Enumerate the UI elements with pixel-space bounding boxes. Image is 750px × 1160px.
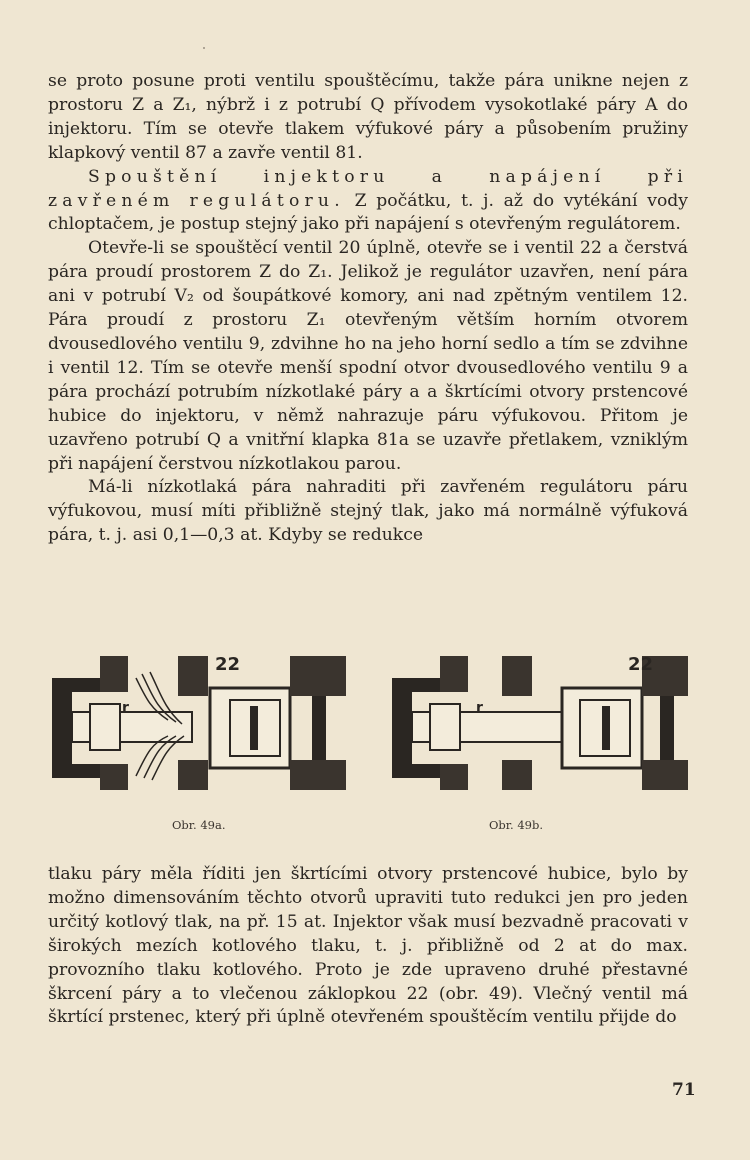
paragraph-3: Otevře-li se spouštěcí ventil 20 úplně, otevře se i ventil 22 a čerstvá pára proudí prostorem Z do Z₁. Jelikož je regulátor uzavřen, není pára ani v potrubí V₂ od šoupátkové komory, ani nad zpětným ventilem 12. Pára proudí z prostoru Z₁ otevřeným větším horním otvorem dvousedlového ventilu 9, zdvihne ho na jeho horní sedlo a tím se zdvihne i ventil 12. Tím se otevře menší spodní otvor dvousedlového ventilu 9 a pára prochází potrubím nízkotlaké páry a a škrtícími otvory prstencové hubice do injektoru, v němž nahrazuje páru výfukovou. Přitom je uzavřeno potrubí Q a vnitřní klapka 81a se uzavře přetlakem, vzniklým při napájení čerstvou nízkotlakou parou. xyxy=(48,238,688,474)
figure-49a-label-22: 22 xyxy=(215,654,241,675)
figure-49b-label-22: 22 xyxy=(628,654,654,675)
text-block-top xyxy=(48,70,688,548)
paper-speck xyxy=(203,47,205,49)
figure-49b-label-r: r xyxy=(476,700,483,716)
figure-49a-drawing xyxy=(52,654,352,794)
figure-49a-caption: Obr. 49a. xyxy=(172,818,226,832)
paragraph-2 xyxy=(48,166,688,238)
figure-49 xyxy=(50,648,700,828)
paragraph-4: Má-li nízkotlaká pára nahraditi při zavřeném regulátoru páru výfukovou, musí míti přibližně stejný tlak, jako má normálně výfuková pára, t. j. asi 0,1—0,3 at. Kdyby se redukce xyxy=(48,477,688,546)
section-heading-spaced: Spouštění injektoru a napájení při zavřeném regulátoru. xyxy=(48,166,688,211)
paragraph-1: se proto posune proti ventilu spouštěcímu, takže pára unikne nejen z prostoru Z a Z₁, nýbrž i z potrubí Q přívodem vysokotlaké páry A do injektoru. Tím se otevře tlakem výfukové páry a působením pružiny klapkový ventil 87 a zavře ventil 81. xyxy=(48,71,688,163)
paragraph-5: tlaku páry měla říditi jen škrtícími otvory prstencové hubice, bylo by možno dimensováním těchto otvorů upraviti tuto redukci jen pro jeden určitý kotlový tlak, na př. 15 at. Injektor však musí bezvadně pracovati v širokých mezích kotlového tlaku, t. j. přibližně od 2 at do max. provozního tlaku kotlového. Proto je zde upraveno druhé přestavné škrcení páry a to vlečenou záklopkou 22 (obr. 49). Vlečný ventil má škrtící prstenec, který při úplně otevřeném spouštěcím ventilu přijde do xyxy=(48,864,688,1028)
paragraph-2-rest: Z počátku, t. j. až do vytékání vody chloptačem, je postup stejný jako při napájení s otevřeným regulátorem. xyxy=(48,190,688,235)
text-block-bottom xyxy=(48,863,688,1030)
figure-49b-drawing xyxy=(392,654,688,790)
page-number: 71 xyxy=(672,1080,696,1100)
figure-49a-label-r: r xyxy=(122,700,129,716)
figure-49b-caption: Obr. 49b. xyxy=(489,818,543,832)
